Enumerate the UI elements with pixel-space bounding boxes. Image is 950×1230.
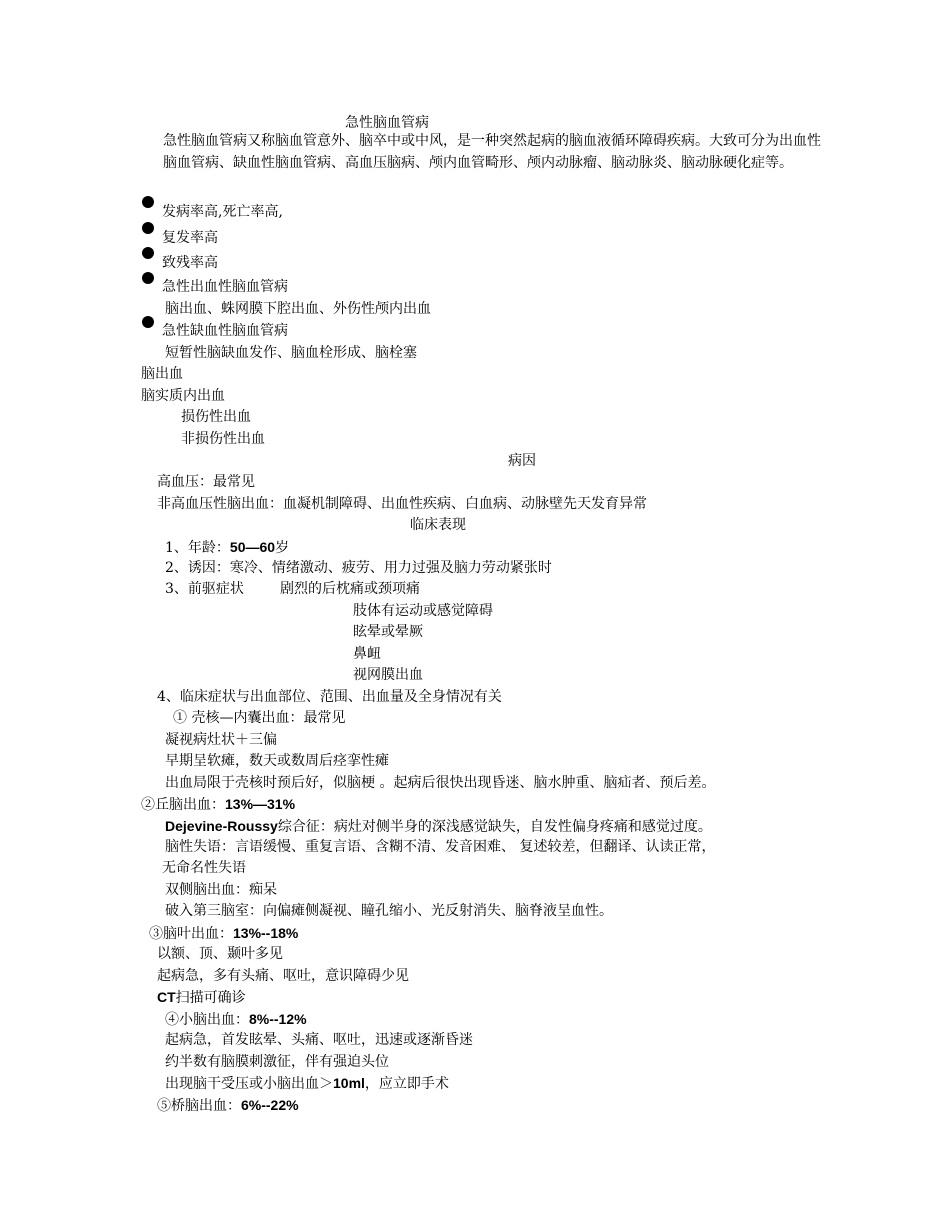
etiology-item: 高血压：最常见 [157, 474, 255, 490]
symptoms-note: 4、临床症状与出血部位、范围、出血量及全身情况有关 [157, 689, 502, 705]
surgery-prefix: 出现脑干受压或小脑出血＞ [165, 1076, 333, 1092]
surgery-value: 10ml [333, 1075, 365, 1091]
aphasia-line: 脑性失语：言语缓慢、重复言语、含糊不清、发音困难、 复述较差，但翻译、认读正常， [165, 839, 716, 855]
bullet-item: 复发率高 [162, 230, 218, 246]
prodrome-label: 3、前驱症状 [165, 581, 244, 597]
bullet-dot [142, 247, 154, 259]
etiology-heading: 病因 [508, 453, 536, 469]
cerebellar-surgery-line [165, 1074, 449, 1093]
cerebellar-heading [165, 1010, 307, 1029]
clinical-heading: 临床表现 [410, 517, 466, 533]
intro-paragraph: 急性脑血管病又称脑血管意外、脑卒中或中风，是一种突然起病的脑血液循环障碍疾病。大致可分为出血性脑血管病、缺血性脑血管病、高血压脑病、颅内血管畸形、颅内动脉瘤、脑动脉炎、脑动脉硬化症等。 [163, 133, 821, 171]
ischemic-types: 短暂性脑缺血发作、脑血栓形成、脑栓塞 [165, 345, 417, 361]
bullet-dot [142, 316, 154, 328]
bullet-item: 急性缺血性脑血管病 [162, 323, 288, 339]
thalamus-value: 13%—31% [225, 796, 296, 812]
hemorrhagic-types: 脑出血、蛛网膜下腔出血、外伤性颅内出血 [165, 301, 431, 317]
nontraumatic-hemorrhage: 非损伤性出血 [181, 431, 265, 447]
lobar-line: 起病急，多有头痛、呕吐，意识障碍少见 [157, 968, 409, 984]
section-ich: 脑出血 [141, 366, 183, 382]
thalamus-prefix: ②丘脑出血： [141, 797, 225, 813]
age-prefix: 1、年龄： [165, 540, 230, 556]
aphasia-line: 无命名性失语 [162, 860, 246, 876]
bullet-item: 发病率高,死亡率高, [162, 204, 283, 220]
prodrome-item: 剧烈的后枕痛或颈项痛 [280, 581, 420, 597]
etiology-item: 非高血压性脑出血：血凝机制障碍、出血性疾病、白血病、动脉壁先天发育异常 [157, 496, 647, 512]
lobar-prefix: ③脑叶出血： [149, 926, 233, 942]
bullet-item: 急性出血性脑血管病 [162, 279, 288, 295]
putamen-line: 凝视病灶状＋三偏 [165, 732, 277, 748]
document-title: 急性脑血管病 [345, 115, 429, 131]
prodrome-item: 视网膜出血 [353, 667, 423, 683]
ct-label: CT [157, 989, 176, 1005]
syndrome-name: Dejevine-Roussy [165, 818, 278, 834]
ct-rest: 扫描可确诊 [175, 990, 246, 1006]
bilateral-line: 双侧脑出血：痴呆 [165, 882, 277, 898]
age-line [165, 538, 289, 557]
bullet-dot [142, 196, 154, 208]
dejevine-roussy-line [165, 817, 712, 836]
lobar-value: 13%--18% [233, 925, 299, 941]
ventricle-line: 破入第三脑室：向偏瘫侧凝视、瞳孔缩小、光反射消失、脑脊液呈血性。 [165, 903, 613, 919]
bullet-dot [142, 272, 154, 284]
prodrome-item: 眩晕或晕厥 [353, 624, 423, 640]
lobar-line: 以额、顶、颞叶多见 [157, 946, 283, 962]
section-intraparenchymal: 脑实质内出血 [141, 388, 225, 404]
putamen-heading: ① 壳核—内囊出血：最常见 [173, 710, 346, 726]
bullet-dot [142, 222, 154, 234]
lobar-heading [149, 924, 298, 943]
cerebellar-line: 约半数有脑膜刺激征，伴有强迫头位 [165, 1054, 389, 1070]
syndrome-text: 综合征：病灶对侧半身的深浅感觉缺失，自发性偏身疼痛和感觉过度。 [277, 819, 712, 835]
trigger-line: 2、诱因：寒冷、情绪激动、疲劳、用力过强及脑力劳动紧张时 [165, 560, 552, 576]
pontine-heading [157, 1096, 299, 1115]
prodrome-item: 鼻衄 [353, 646, 381, 662]
putamen-line: 出血局限于壳核时预后好，似脑梗 。起病后很快出现昏迷、脑水肿重、脑疝者、预后差。 [165, 775, 716, 791]
cerebellar-prefix: ④小脑出血： [165, 1012, 249, 1028]
pontine-value: 6%--22% [241, 1097, 299, 1113]
bullet-item: 致残率高 [162, 255, 218, 271]
putamen-line: 早期呈软瘫，数天或数周后痉挛性瘫 [165, 753, 389, 769]
cerebellar-value: 8%--12% [249, 1011, 307, 1027]
ct-line [157, 988, 246, 1007]
traumatic-hemorrhage: 损伤性出血 [181, 409, 251, 425]
surgery-suffix: ，应立即手术 [364, 1076, 449, 1092]
age-suffix: 岁 [275, 540, 290, 556]
cerebellar-line: 起病急，首发眩晕、头痛、呕吐，迅速或逐渐昏迷 [165, 1032, 473, 1048]
thalamus-heading [141, 795, 295, 814]
pontine-prefix: ⑤桥脑出血： [157, 1098, 241, 1114]
prodrome-item: 肢体有运动或感觉障碍 [353, 603, 493, 619]
age-value: 50—60 [229, 539, 276, 555]
